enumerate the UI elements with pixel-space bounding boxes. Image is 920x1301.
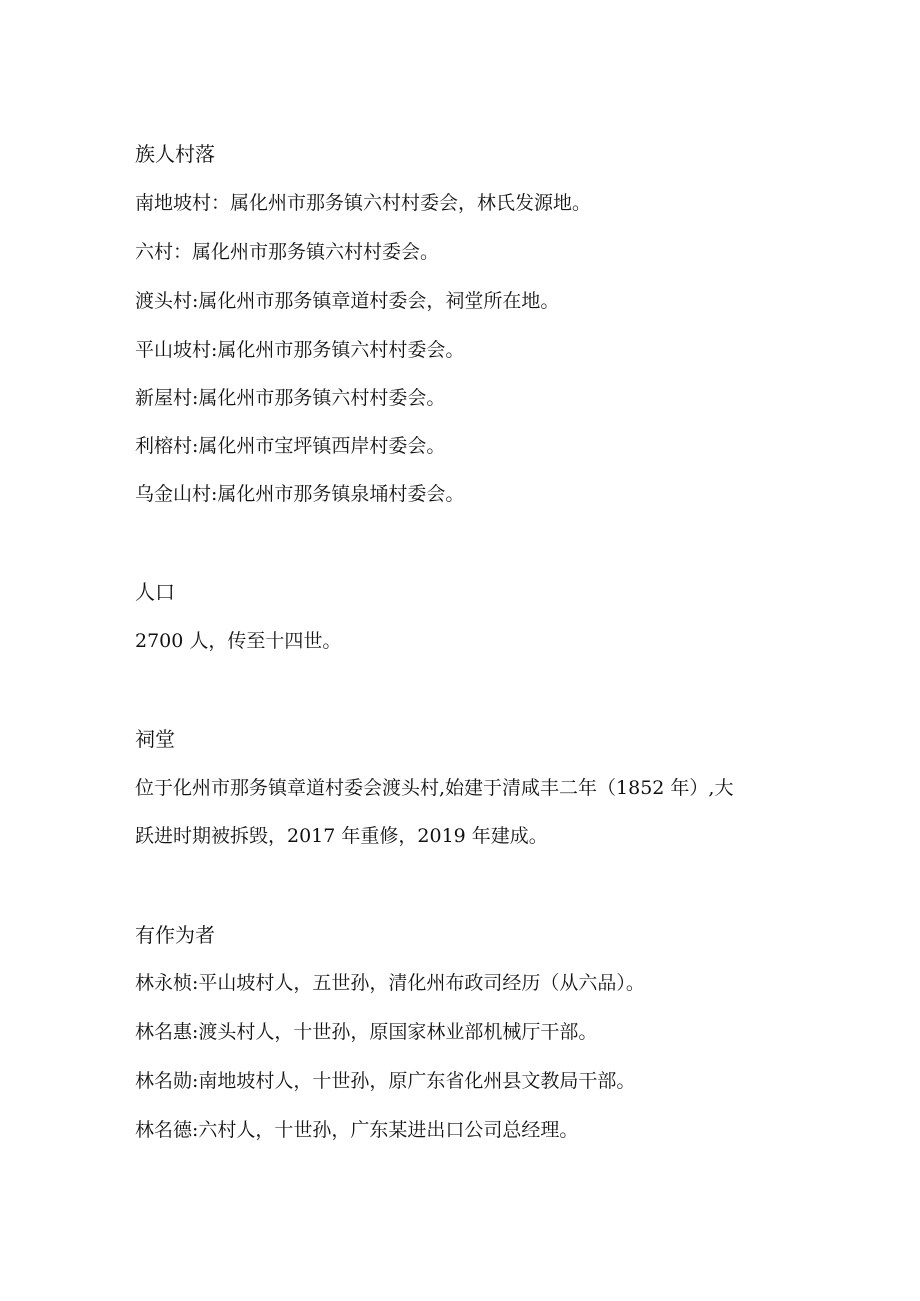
notable-person-item: 林名德:六村人，十世孙，广东某进出口公司总经理。 (135, 1119, 579, 1141)
village-item: 新屋村:属化州市那务镇六村村委会。 (135, 387, 446, 409)
notable-person-item: 林名惠:渡头村人，十世孙，原国家林业部机械厅干部。 (135, 1021, 598, 1043)
village-item: 利榕村:属化州市宝坪镇西岸村委会。 (135, 435, 446, 457)
village-item: 南地坡村：属化州市那务镇六村村委会，林氏发源地。 (135, 192, 592, 214)
village-item: 六村：属化州市那务镇六村村委会。 (135, 241, 440, 263)
village-item: 渡头村:属化州市那务镇章道村委会，祠堂所在地。 (135, 290, 560, 312)
village-item: 平山坡村:属化州市那务镇六村村委会。 (135, 339, 465, 361)
notable-person-item: 林名勋:南地坡村人，十世孙，原广东省化州县文教局干部。 (135, 1070, 636, 1092)
section-heading-population: 人口 (135, 580, 175, 604)
notable-person-item: 林永桢:平山坡村人，五世孙，清化州布政司经历（从六品）。 (135, 972, 645, 994)
population-text: 2700 人，传至十四世。 (135, 630, 342, 652)
section-heading-notable-people: 有作为者 (135, 923, 215, 947)
section-heading-villages: 族人村落 (135, 142, 215, 166)
section-heading-ancestral-hall: 祠堂 (135, 727, 175, 751)
village-item: 乌金山村:属化州市那务镇泉埇村委会。 (135, 483, 465, 505)
ancestral-hall-text: 跃进时期被拆毁，2017 年重修，2019 年建成。 (135, 825, 548, 847)
ancestral-hall-text: 位于化州市那务镇章道村委会渡头村,始建于清咸丰二年（1852 年）,大 (135, 777, 734, 799)
